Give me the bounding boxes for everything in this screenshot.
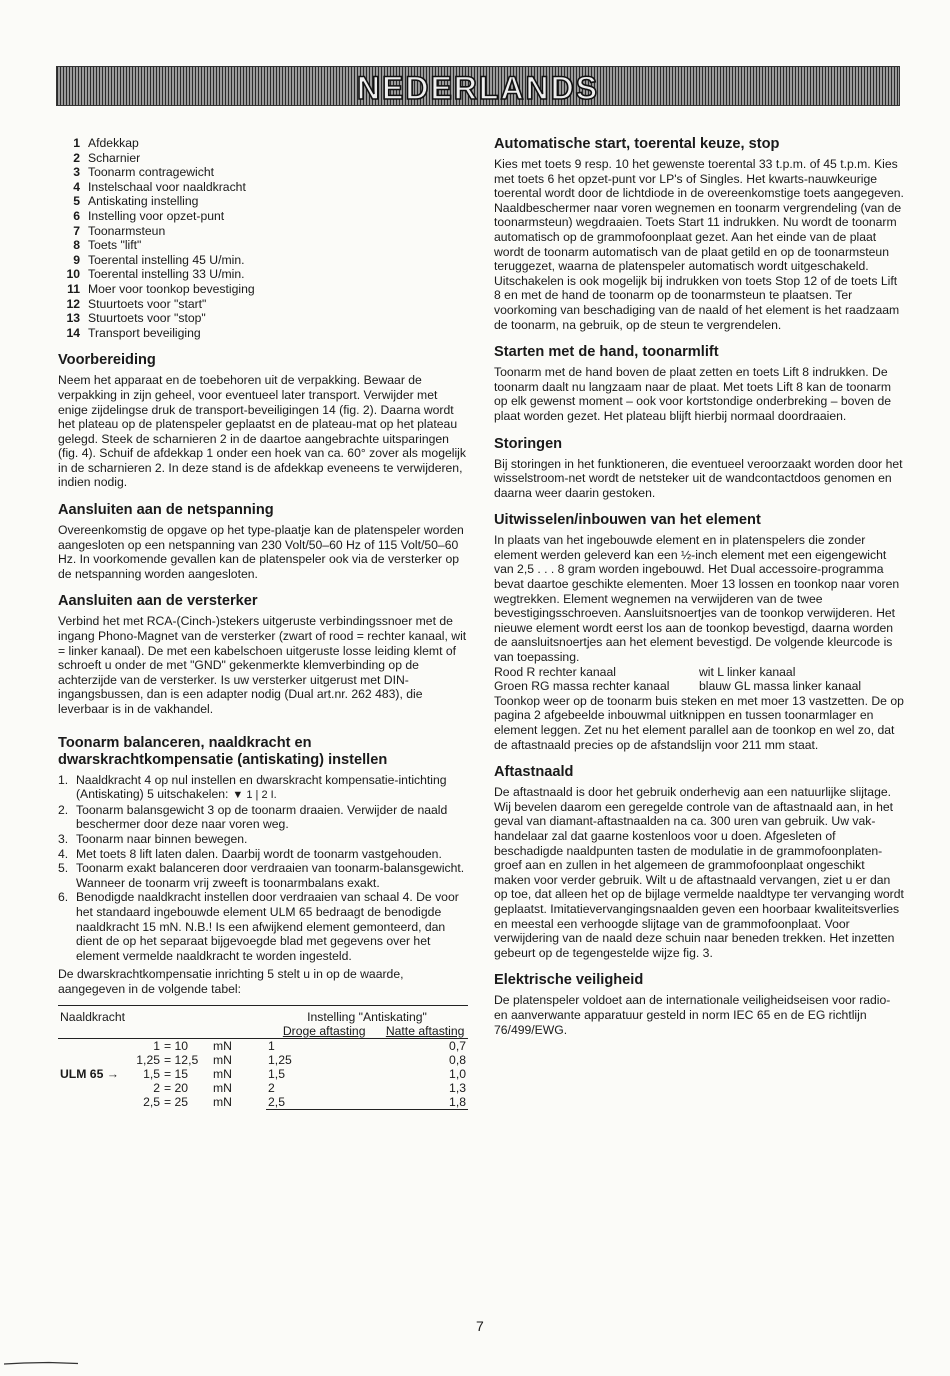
part-number: 1 bbox=[73, 136, 80, 150]
color-code-groen: Groen RG massa rechter kanaal bbox=[494, 679, 670, 694]
part-item bbox=[58, 282, 468, 297]
cell-droge: 1,5 bbox=[268, 1066, 285, 1081]
part-item bbox=[58, 136, 468, 151]
cell-unit: mN bbox=[212, 1094, 232, 1109]
text-tabel-intro: De dwarskrachtkompensatie inrichting 5 stelt u in op de waarde, aangegeven in de volgende tabel: bbox=[58, 967, 404, 996]
parts-list bbox=[58, 136, 468, 340]
part-item bbox=[58, 194, 468, 209]
part-label: Afdekkap bbox=[88, 136, 139, 150]
step-text: Toonarm balansgewicht 3 op de toonarm draaien. Verwijder de naald beschermer door deze naar voren weg. bbox=[76, 802, 448, 832]
cell-droge: 1 bbox=[268, 1038, 275, 1053]
color-code-row-2 bbox=[494, 679, 904, 694]
cell-droge: 2 bbox=[268, 1080, 275, 1095]
cell-natte: 1,0 bbox=[449, 1066, 466, 1081]
part-label: Toonarm contragewicht bbox=[88, 165, 214, 180]
table-row bbox=[58, 1095, 468, 1110]
color-code-blauw: blauw GL massa linker kanaal bbox=[699, 679, 862, 694]
cell-natte: 1,3 bbox=[449, 1080, 466, 1095]
part-item bbox=[58, 253, 468, 268]
left-column bbox=[58, 136, 468, 1110]
banner-title: NEDERLANDS bbox=[356, 70, 600, 106]
table-sub-natte: Natte aftasting bbox=[382, 1024, 468, 1039]
part-item bbox=[58, 297, 468, 312]
cell-mn-value: = 12,5 bbox=[164, 1052, 199, 1067]
part-number: 7 bbox=[73, 223, 80, 238]
heading-automatische: Automatische start, toerental keuze, stop bbox=[494, 136, 780, 152]
part-label: Toerental instelling 33 U/min. bbox=[88, 267, 245, 282]
heading-storingen: Storingen bbox=[494, 435, 563, 452]
table-body bbox=[58, 1038, 468, 1109]
part-number: 12 bbox=[66, 296, 80, 311]
part-item bbox=[58, 224, 468, 239]
part-number: 2 bbox=[73, 150, 80, 165]
text-voorbereiding: Neem het apparaat en de toebehoren uit de verpakking. Bewaar de verpakking in zijn geheel, voor eventueel later transport. Verwijder met enige zijdelingse druk de transport-beveiligingen 14 (fig. 2). Daarna wordt het plateau op de platenspeler geplaatst en de plateau-mat op het plateau gelegd. Steek de scharnieren 2 in de daartoe aangebrachte uitsparingen (fig. 4). Schuif de afdekkap 1 onder een hoek van ca. 60° zover als mogelijk in de scharnieren 2. In deze stand is de afdekkap eveneens te verwijderen, indien nodig. bbox=[58, 373, 466, 490]
text-storingen: Bij storingen in het funktioneren, die eventueel veroorzaakt worden door het wisselstroom-net wordt de netsteker uit de wandcontactdoos genomen en daarna weer daarin gestoken. bbox=[494, 456, 903, 500]
part-number: 5 bbox=[73, 194, 80, 209]
part-label: Instelschaal voor naaldkracht bbox=[88, 179, 246, 194]
step-number: 4. bbox=[58, 846, 69, 861]
part-item bbox=[58, 180, 468, 195]
table-head-antiskating: Instelling "Antiskating" bbox=[266, 1005, 468, 1024]
heading-balanceren: Toonarm balanceren, naaldkracht en dwarskrachtkompensatie (antiskating) instellen bbox=[58, 734, 388, 768]
part-label: Stuurtoets voor "stop" bbox=[88, 311, 206, 326]
text-uitwisselen-2: Toonkop weer op de toonarm buis steken en met moer 13 vastzetten. De op pagina 2 afgebeelde inbouwmal uitknippen en tussen toonarmlager en element leggen. Zet nu het element parallel aan de toonkop en wel zo, dat de aftastnaald precies op de afstandslijn voor 211 mm staat. bbox=[494, 693, 904, 752]
step-item bbox=[58, 773, 468, 803]
part-item bbox=[58, 151, 468, 166]
right-column bbox=[494, 136, 904, 1037]
cell-naaldkracht: 1,5 bbox=[143, 1066, 161, 1081]
heading-aftastnaald: Aftastnaald bbox=[494, 764, 574, 781]
step-text: Benodigde naaldkracht instellen door verdraaien van schaal 4. De voor het standaard ingebouwde element ULM 65 bedraagt de benodigde naaldkracht 15 mN. N.B.! Is een afwijkend element gemonteerd, dan dient de op het separaat bijgevoegde blad met gegevens over het element vermelde naaldkracht te worden ingesteld. bbox=[76, 890, 459, 963]
part-label: Instelling voor opzet-punt bbox=[88, 208, 225, 223]
cell-unit: mN bbox=[212, 1038, 232, 1053]
text-veiligheid: De platenspeler voldoet aan de internationale veiligheidseisen voor radio- en aanverwante apparatuur gesteld in norm IEC 65 en de EG richtlijn 76/499/EWG. bbox=[494, 993, 891, 1037]
text-hand: Toonarm met de hand boven de plaat zetten en toets Lift 8 indrukken. De toonarm daalt nu langzaam naar de plaat. Met toets Lift 8 kan de toonarm op elk gewenst moment – ook voor kortstondige onderbreking – boven de plaat worden gezet. Het plateau blijft hierbij normaal doordraaien. bbox=[494, 365, 892, 423]
antiskating-symbol-icon: ▼ 1 | 2 I. bbox=[232, 789, 277, 802]
part-label: Scharnier bbox=[88, 150, 141, 165]
part-number: 4 bbox=[73, 179, 80, 194]
part-number: 9 bbox=[73, 252, 80, 267]
text-uitwisselen-1: In plaats van het ingebouwde element en in platenspelers die zonder element werden geleverd kan een ½-inch element met een eigengewicht van 2,5 . . . 8 gram worden ingebouwd. Het Dual accessoire-programma bevat daartoe geschikte elementen. Moer 13 lossen en toonkop naar voren wegtrekken. Element wegnemen na verwijderen van de twee bevestigingsschroeven. Aansluitsnoertjes van de toonkop verwijderen. Het nieuwe element wordt eerst los aan de toonkop bevestigd, daarna worden de aansluitsnoertjes aan het element bevestigd. De volgende kleurcode is van toepassing. bbox=[494, 533, 900, 665]
cell-naaldkracht: 1 bbox=[153, 1038, 161, 1053]
element-label: ULM 65 → bbox=[60, 1066, 119, 1081]
cell-naaldkracht: 2,5 bbox=[143, 1094, 161, 1109]
step-text: Naaldkracht 4 op nul instellen en dwarskracht kompensatie-intichting (Antiskating) 5 uitschakelen: bbox=[76, 772, 447, 802]
cell-natte: 0,8 bbox=[449, 1052, 466, 1067]
table-row bbox=[58, 1081, 468, 1095]
cell-unit: mN bbox=[212, 1066, 232, 1081]
text-aftastnaald: De aftastnaald is door het gebruik onderhevig aan een natuurlijke slijtage. Wij bevelen daarom een geregelde controle van de aftastnaald aan, in het geval van diamant-aftastnaalden na ca. 300 uren van gebruik. Uw vak-handelaar zal dat gaarne kostenloos voor u doen. Afgesleten of beschadigde naaldpunten tasten de modulatie in de grammofoonplaten-groef aan en zullen in het algemeen de grammofoonplaat ongeschikt maken voor verder gebruik. Wilt u de aftastnaald vervangen, ziet u er dan op toe, dat alleen het op de bijlage vermelde naaldtype ter vervanging wordt geplaatst. Imitatievervangingsnaalden geven een hoorbaar kwaliteitsverlies en meestal een verhoogde slijtage van de grammofoonplaat. Voor verwijdering van de naald deze schuin naar beneden trekken. Het inzetten gebeurt op de tegengestelde wijze fig. 3. bbox=[494, 785, 904, 960]
step-item bbox=[58, 832, 468, 847]
naaldkracht-table bbox=[58, 1005, 468, 1110]
cell-natte: 0,7 bbox=[449, 1038, 466, 1053]
part-label: Toerental instelling 45 U/min. bbox=[88, 252, 245, 267]
cell-mn-value: = 25 bbox=[164, 1094, 189, 1109]
part-number: 3 bbox=[73, 165, 80, 180]
cell-mn-value: = 10 bbox=[164, 1038, 189, 1053]
part-number: 10 bbox=[66, 267, 80, 282]
part-number: 11 bbox=[67, 281, 80, 296]
heading-veiligheid: Elektrische veiligheid bbox=[494, 972, 644, 989]
part-number: 14 bbox=[66, 325, 80, 340]
steps-list bbox=[58, 773, 468, 964]
cell-mn-value: = 20 bbox=[164, 1080, 189, 1095]
cell-droge: 2,5 bbox=[266, 1095, 382, 1110]
table-row bbox=[58, 1038, 468, 1053]
element-label bbox=[58, 1095, 123, 1110]
language-banner bbox=[56, 66, 900, 106]
part-label: Moer voor toonkop bevestiging bbox=[88, 281, 255, 296]
step-number: 6. bbox=[58, 890, 69, 905]
scan-mark bbox=[4, 1361, 78, 1365]
step-text: Toonarm naar binnen bewegen. bbox=[76, 831, 248, 846]
step-item bbox=[58, 890, 468, 963]
part-item bbox=[58, 165, 468, 180]
heading-hand: Starten met de hand, toonarmlift bbox=[494, 344, 719, 361]
step-number: 2. bbox=[58, 802, 69, 817]
heading-netspanning: Aansluiten aan de netspanning bbox=[58, 502, 274, 519]
step-text: Toonarm exakt balanceren door verdraaien van toonarm-balansgewicht. Wanneer de toonarm vrij zweeft is toonarmbalans exakt. bbox=[76, 861, 465, 890]
color-code-wit: wit L linker kanaal bbox=[699, 664, 796, 679]
table-head-naaldkracht: Naaldkracht bbox=[58, 1005, 266, 1024]
step-item bbox=[58, 861, 468, 890]
page-number: 7 bbox=[476, 1318, 484, 1334]
text-versterker: Verbind het met RCA-(Cinch-)stekers uitgeruste verbindingssnoer met de ingang Phono-Magnet van de versterker (zwart of rood = rechter kanaal, wit = linker kanaal). De met een kabelschoen uitgeruste losse leiding klemt of schroeft u onder de met "GND" gekenmerkte klemverbinding op de achterzijde van de versterker. Is uw versterker uitgerust met DIN-ingangsbussen, dan is een adapter nodig (Dual art.nr. 262 483), die leverbaar is in de vakhandel. bbox=[58, 614, 467, 716]
heading-versterker: Aansluiten aan de versterker bbox=[58, 593, 258, 610]
step-text: Met toets 8 lift laten dalen. Daarbij wordt de toonarm vastgehouden. bbox=[76, 846, 442, 861]
part-item bbox=[58, 311, 468, 326]
step-item bbox=[58, 847, 468, 862]
part-label: Antiskating instelling bbox=[88, 194, 199, 209]
part-label: Transport beveiliging bbox=[88, 325, 201, 340]
element-label bbox=[58, 1038, 123, 1053]
cell-naaldkracht: 1,25 bbox=[136, 1052, 161, 1067]
color-code-rood: Rood R rechter kanaal bbox=[494, 664, 616, 679]
cell-natte: 1,8 bbox=[382, 1095, 468, 1110]
step-number: 5. bbox=[58, 861, 69, 876]
cell-naaldkracht: 2 bbox=[153, 1080, 161, 1095]
part-number: 8 bbox=[73, 238, 80, 253]
step-number: 3. bbox=[58, 831, 69, 846]
part-label: Toonarmsteun bbox=[88, 223, 166, 238]
element-label bbox=[58, 1081, 123, 1095]
part-label: Toets "lift" bbox=[88, 238, 142, 253]
element-label bbox=[58, 1053, 123, 1067]
color-code-row-1 bbox=[494, 665, 904, 680]
cell-unit: mN bbox=[212, 1052, 232, 1067]
part-item bbox=[58, 209, 468, 224]
step-number: 1. bbox=[58, 772, 69, 787]
cell-unit: mN bbox=[212, 1080, 232, 1095]
text-netspanning: Overeenkomstig de opgave op het type-plaatje kan de platenspeler worden aangesloten op een netspanning van 230 Volt/50–60 Hz of 115 Volt/50–60 Hz. In voorkomende gevallen kan de platenspeler ook via de versterker op de netspanning worden aangesloten. bbox=[58, 523, 464, 581]
cell-mn-value: = 15 bbox=[164, 1066, 189, 1081]
part-number: 13 bbox=[66, 311, 80, 326]
step-item bbox=[58, 803, 468, 832]
text-automatische: Kies met toets 9 resp. 10 het gewenste toerental 33 t.p.m. of 45 t.p.m. Kies met toets 6 het opzet-punt vor LP's of Singles. Het kwarts-nauwkeurige toerental wordt door de lichtdiode in de overeenkomstige toets aangegeven. Naaldbeschermer naar voren wegnemen en toonarm vergrendeling (van de toonarmsteun) wegdraaien. Toets Start 11 indrukken. Nu wordt de toonarm automatisch op de grammofoonplaat gezet. Aan het einde van de plaat wordt de toonarm automatisch van de plaat getild en op de toonarmsteun teruggezet, waarna de platenspeler automatisch wordt uitgeschakeld. Uitschakelen is ook mogelijk bij indrukken von toets Stop 12 of de toets Lift 8 en met de hand de toonarm op de toonarmsteun te plaatsen. Ter voorkoming van beschadiging van de naald of het element is het raadzaam de toonarm, na gebruik, op de steun te vergrendelen. bbox=[494, 157, 904, 332]
table-sub-droge: Droge aftasting bbox=[266, 1024, 382, 1039]
part-label: Stuurtoets voor "start" bbox=[88, 296, 207, 311]
table-row bbox=[58, 1053, 468, 1067]
part-item bbox=[58, 267, 468, 282]
part-number: 6 bbox=[73, 208, 80, 223]
part-item bbox=[58, 326, 468, 341]
cell-droge: 1,25 bbox=[268, 1052, 292, 1067]
table-row bbox=[58, 1067, 468, 1081]
heading-uitwisselen: Uitwisselen/inbouwen van het element bbox=[494, 512, 761, 529]
part-item bbox=[58, 238, 468, 253]
heading-voorbereiding: Voorbereiding bbox=[58, 352, 156, 369]
